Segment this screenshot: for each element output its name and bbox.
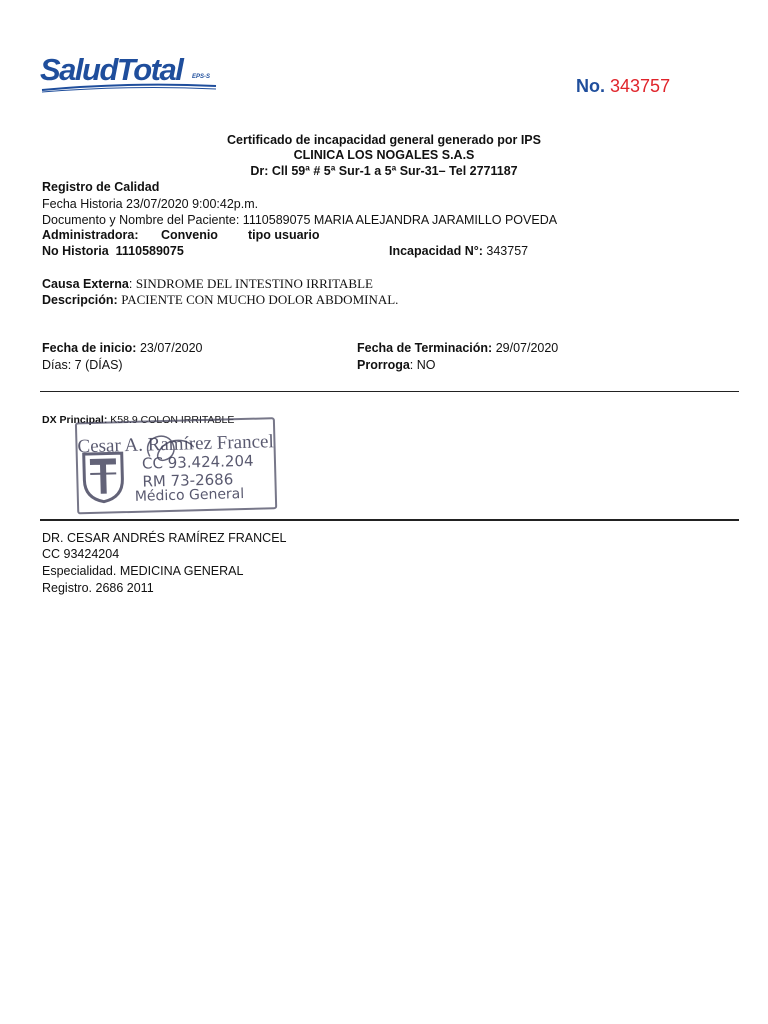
divider-signature (40, 519, 739, 521)
fecha-inicio-label: Fecha de inicio: (42, 341, 137, 355)
signature-scribble (129, 425, 210, 473)
incapacidad-label: Incapacidad N°: (389, 244, 483, 258)
divider-top (40, 391, 739, 392)
logo-swoosh-icon (40, 80, 220, 94)
prorroga: Prorroga: NO (357, 358, 436, 372)
prorroga-value: NO (416, 358, 436, 372)
fecha-terminacion-label: Fecha de Terminación: (357, 341, 493, 355)
dx-principal-value: K58.9 COLON IRRITABLE (110, 414, 235, 426)
fecha-terminacion-value: 29/07/2020 (495, 341, 559, 355)
logo-subtext: EPS-S (192, 74, 211, 80)
doctor-especialidad: Especialidad. MEDICINA GENERAL (42, 564, 244, 578)
administradora-label: Administradora: (42, 228, 139, 242)
causa-externa-label: Causa Externa (42, 277, 129, 291)
doctor-name: DR. CESAR ANDRÉS RAMÍREZ FRANCEL (42, 531, 287, 545)
descripcion-label: Descripción: (42, 293, 118, 307)
doctor-registro: Registro. 2686 2011 (42, 581, 154, 595)
no-historia-label: No Historia (42, 244, 109, 258)
clinic-name: CLINICA LOS NOGALES S.A.S (293, 148, 475, 162)
no-historia (42, 243, 184, 259)
fecha-inicio-value: 23/07/2020 (139, 341, 203, 355)
salud-total-logo (40, 52, 230, 98)
descripcion (42, 292, 398, 308)
stamp-rm: RM 73-2686 (142, 470, 234, 491)
fecha-inicio (42, 340, 203, 356)
stamp-name: Cesar A. Ramírez Francel (77, 431, 274, 458)
incapacidad-number (389, 243, 528, 259)
certificate-number (576, 76, 670, 97)
descripcion-value: PACIENTE CON MUCHO DOLOR ABDOMINAL. (121, 292, 399, 307)
incapacidad-value: 343757 (486, 244, 529, 258)
doctor-cc: CC 93424204 (42, 547, 120, 561)
certificate-number-label: No. (576, 76, 605, 96)
logo-text: SaludTotal (40, 52, 183, 87)
causa-externa: Causa Externa: SINDROME DEL INTESTINO IRRITABLE (42, 276, 373, 291)
causa-externa-value: SINDROME DEL INTESTINO IRRITABLE (135, 276, 373, 291)
tipo-usuario-label: tipo usuario (248, 228, 320, 242)
fecha-terminacion (357, 340, 558, 356)
prorroga-label: Prorroga (357, 358, 410, 372)
convenio-label: Convenio (161, 228, 218, 242)
stamp-cc: CC 93.424.204 (141, 451, 254, 473)
certificate-title: Certificado de incapacidad general generado por IPS (227, 133, 541, 147)
dx-principal-label: DX Principal: (42, 414, 108, 426)
fecha-historia: Fecha Historia 23/07/2020 9:00:42p.m. (42, 197, 259, 211)
dias: Días: 7 (DÍAS) (42, 358, 123, 372)
doctor-stamp (59, 411, 276, 517)
stamp-role: Médico General (134, 485, 245, 505)
patient-document: Documento y Nombre del Paciente: 1110589075 MARIA ALEJANDRA JARAMILLO POVEDA (42, 213, 558, 227)
clinic-address: Dr: Cll 59ª # 5ª Sur-1 a 5ª Sur-31– Tel 2771187 (250, 164, 518, 178)
no-historia-value: 1110589075 (115, 244, 184, 258)
registro-calidad-label: Registro de Calidad (42, 180, 160, 194)
certificate-number-value: 343757 (610, 76, 671, 96)
